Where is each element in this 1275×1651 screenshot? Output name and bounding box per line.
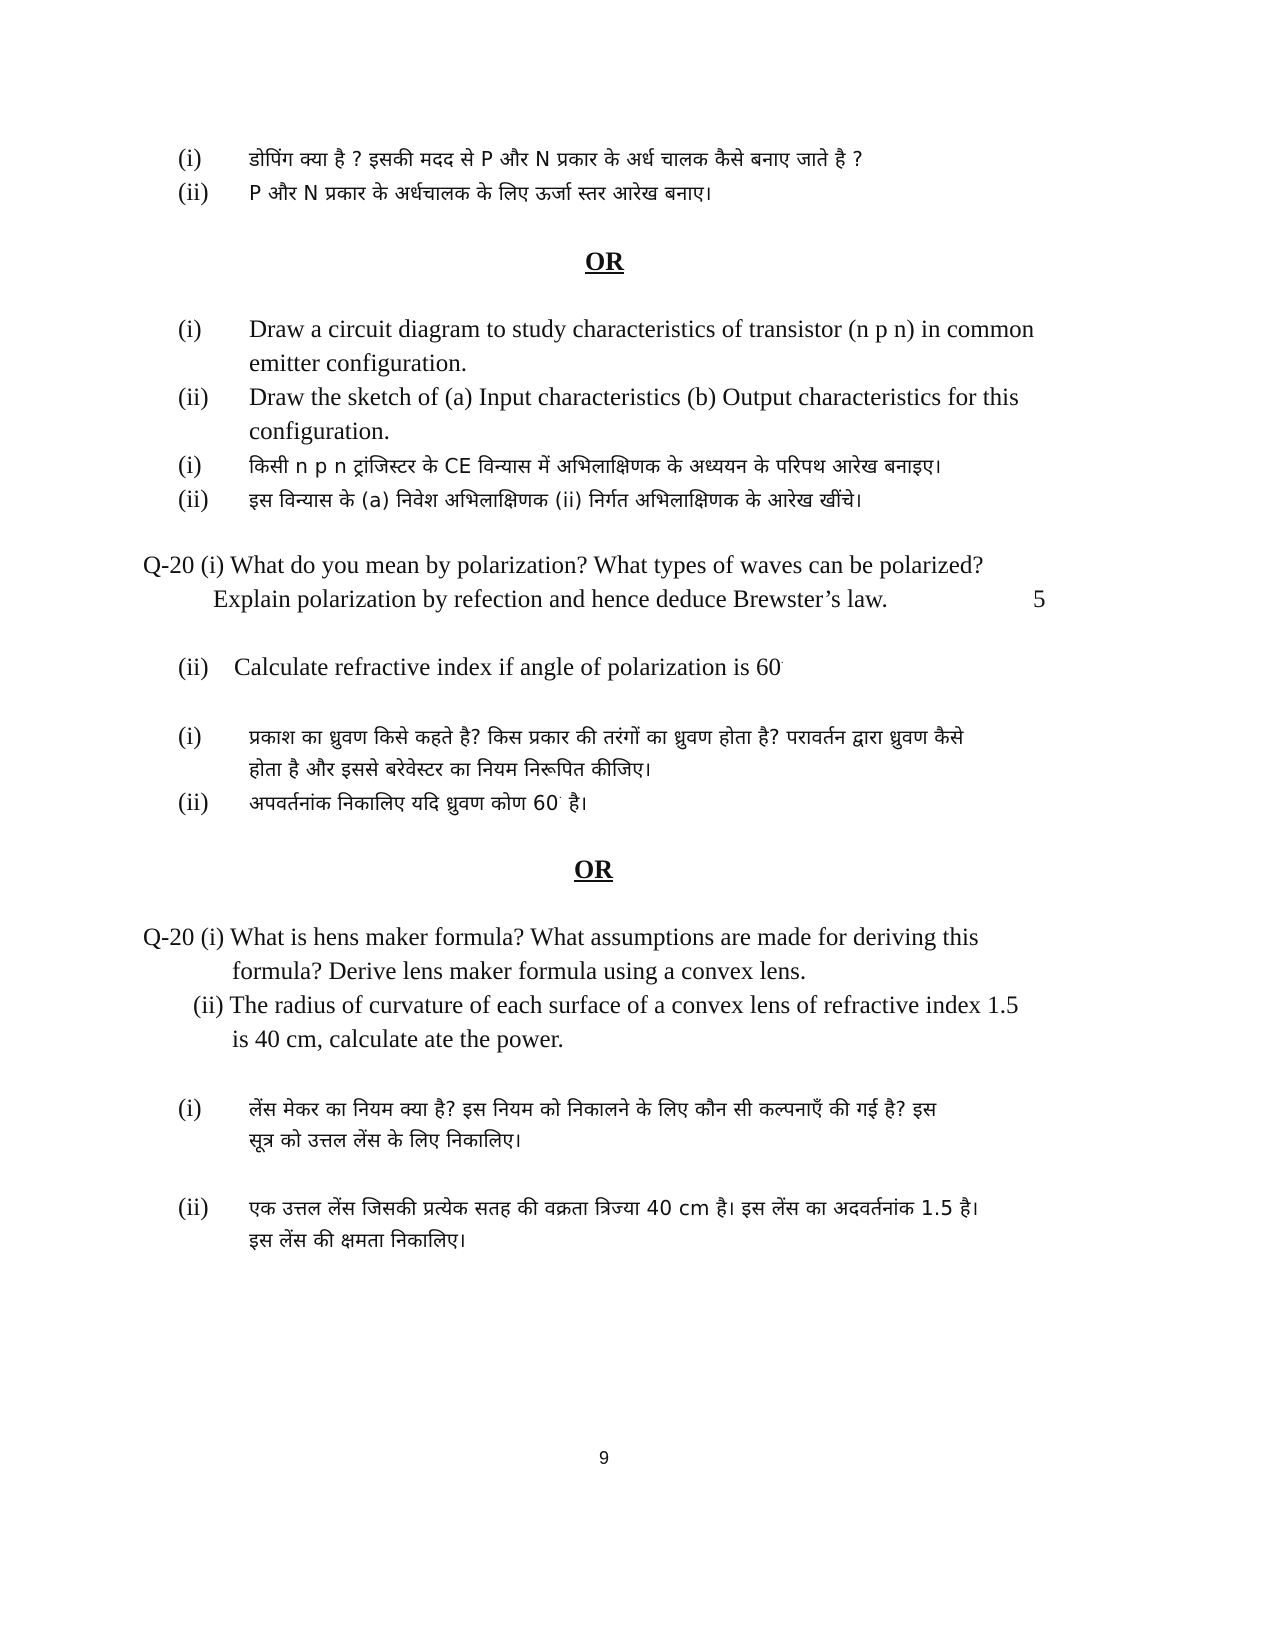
- item-label: (i): [178, 316, 202, 343]
- hindi-question-line: अपवर्तनांक निकालिए यदि ध्रुवण कोण 60. है।: [249, 790, 588, 815]
- question-line: Calculate refractive index if angle of polarization is 60.: [234, 654, 784, 681]
- question-line: is 40 cm, calculate ate the power.: [232, 1026, 564, 1053]
- item-label: (ii): [178, 486, 209, 513]
- question-line: Q-20 (i) What do you mean by polarization? What types of waves can be polarized?: [143, 552, 984, 579]
- hindi-question-line: होता है और इससे बरेवेस्टर का नियम निरूपित कीजिए।: [249, 757, 652, 781]
- item-label: (ii): [178, 384, 209, 411]
- question-line: Explain polarization by refection and hence deduce Brewster’s law.: [213, 586, 888, 613]
- item-label: (ii): [178, 1194, 209, 1221]
- hindi-question-line: इस विन्यास के (a) निवेश अभिलाक्षिणक (ii) निर्गत अभिलाक्षिणक के आरेख खींचे।: [249, 488, 863, 512]
- hindi-question-line: डोपिंग क्या है ? इसकी मदद से P और N प्रकार के अर्ध चालक कैसे बनाए जाते है ?: [249, 147, 864, 171]
- item-label: (i): [178, 145, 202, 172]
- item-label: (i): [178, 1095, 202, 1122]
- or-heading: OR: [574, 855, 613, 884]
- or-heading: OR: [585, 247, 624, 276]
- question-line: (ii) The radius of curvature of each surface of a convex lens of refractive index 1.5: [193, 992, 1019, 1019]
- question-line: Q-20 (i) What is hens maker formula? What assumptions are made for deriving this: [143, 924, 979, 951]
- question-line: Draw the sketch of (a) Input characteristics (b) Output characteristics for this: [249, 384, 1019, 411]
- item-label: (ii): [178, 179, 209, 206]
- page-number: 9: [599, 1448, 610, 1468]
- item-label: (ii): [178, 789, 209, 816]
- marks: 5: [1033, 586, 1046, 613]
- hindi-question-line: लेंस मेकर का नियम क्या है? इस नियम को निकालने के लिए कौन सी कल्पनाएँ की गई है? इस: [249, 1097, 937, 1121]
- item-label: (i): [178, 452, 202, 479]
- question-line: Draw a circuit diagram to study characteristics of transistor (n p n) in common: [249, 316, 1035, 343]
- hindi-question-line: किसी n p n ट्रांजिस्टर के CE विन्यास में अभिलाक्षिणक के अध्ययन के परिपथ आरेख बनाइए।: [249, 454, 942, 478]
- hindi-question-line: प्रकाश का ध्रुवण किसे कहते है? किस प्रकार की तरंगों का ध्रुवण होता है? परावर्तन द्वारा ध्रुवण कैसे: [249, 725, 964, 749]
- question-line: emitter configuration.: [249, 350, 467, 377]
- hindi-question-line: इस लेंस की क्षमता निकालिए।: [249, 1228, 466, 1252]
- hindi-question-line: एक उत्तल लेंस जिसकी प्रत्येक सतह की वक्रता त्रिज्या 40 cm है। इस लेंस का अदवर्तनांक 1.5 है।: [249, 1196, 979, 1220]
- hindi-question-line: P और N प्रकार के अर्धचालक के लिए ऊर्जा स्तर आरेख बनाए।: [249, 181, 712, 205]
- question-line: configuration.: [249, 418, 390, 445]
- item-label: (i): [178, 723, 202, 750]
- hindi-question-line: सूत्र को उत्तल लेंस के लिए निकालिए।: [249, 1128, 522, 1152]
- question-line: formula? Derive lens maker formula using a convex lens.: [232, 958, 807, 985]
- item-label: (ii): [178, 654, 209, 681]
